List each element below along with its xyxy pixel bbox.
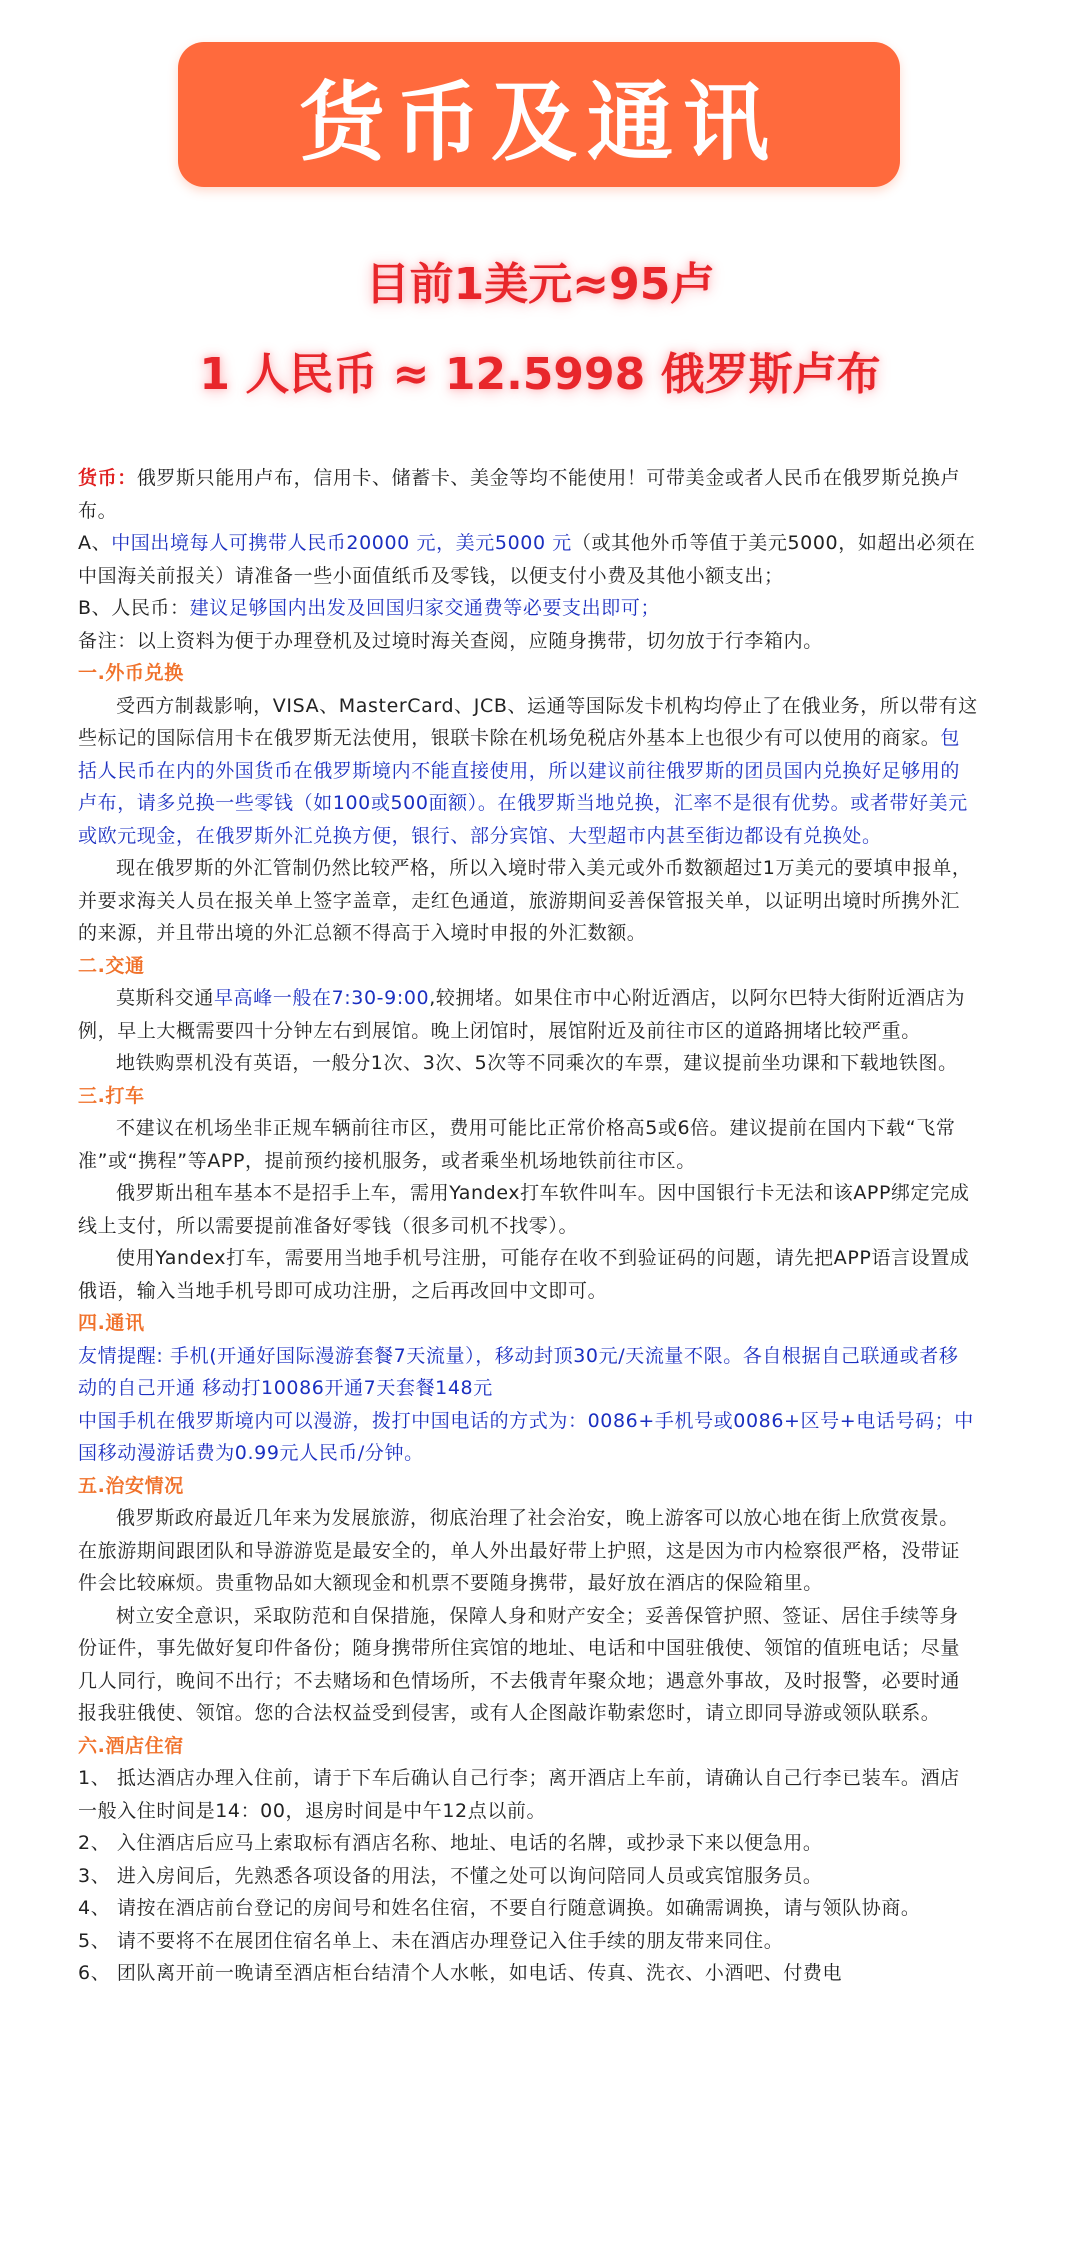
taxi-paragraph-1: 不建议在机场坐非正规车辆前往市区，费用可能比正常价格高5或6倍。建议提前在国内下载“飞常准”或“携程”等APP，提前预约接机服务，或者乘坐机场地铁前往市区。 bbox=[78, 1117, 956, 1172]
article-body bbox=[78, 462, 978, 1990]
communication-paragraph-2: 中国手机在俄罗斯境内可以漫游，拨打中国电话的方式为：0086+手机号或0086+区号+电话号码；中国移动漫游话费为0.99元人民币/分钟。 bbox=[78, 1409, 974, 1464]
transport-paragraph-2: 地铁购票机没有英语，一般分1次、3次、5次等不同乘次的车票，建议提前坐功课和下载地铁图。 bbox=[116, 1052, 958, 1074]
hotel-item-5: 5、 请不要将不在展团住宿名单上、未在酒店办理登记入住手续的朋友带来同住。 bbox=[78, 1929, 784, 1952]
taxi-paragraph-2: 俄罗斯出租车基本不是招手上车，需用Yandex打车软件叫车。因中国银行卡无法和该APP绑定完成线上支付，所以需要提前准备好零钱（很多司机不找零）。 bbox=[78, 1182, 970, 1237]
section-heading-security: 五.治安情况 bbox=[78, 1474, 184, 1497]
section-heading-taxi: 三.打车 bbox=[78, 1084, 145, 1107]
hotel-item-4: 4、 请按在酒店前台登记的房间号和姓名住宿，不要自行随意调换。如确需调换，请与领队协商。 bbox=[78, 1897, 921, 1919]
hotel-item-1: 1、 抵达酒店办理入住前，请于下车后确认自己行李；离开酒店上车前，请确认自己行李已装车。酒店一般入住时间是14：00，退房时间是中午12点以前。 bbox=[78, 1767, 960, 1822]
communication-paragraph-1: 友情提醒: 手机(开通好国际漫游套餐7天流量），移动封顶30元/天流量不限。各自根据自己联通或者移动的自己开通 移动打10086开通7天套餐148元 bbox=[78, 1344, 959, 1399]
section-heading-communication: 四.通讯 bbox=[78, 1312, 145, 1334]
page-title: 货币及通讯 bbox=[299, 72, 779, 173]
hotel-item-3: 3、 进入房间后，先熟悉各项设备的用法，不懂之处可以询问陪同人员或宾馆服务员。 bbox=[78, 1864, 823, 1887]
section-heading-exchange: 一.外币兑换 bbox=[78, 662, 184, 684]
hotel-item-6: 6、 团队离开前一晚请至酒店柜台结清个人水帐，如电话、传真、洗衣、小酒吧、付费电 bbox=[78, 1962, 843, 1984]
currency-item-b: B、人民币：建议足够国内出发及回国归家交通费等必要支出即可； bbox=[78, 597, 661, 619]
exchange-paragraph-2: 现在俄罗斯的外汇管制仍然比较严格，所以入境时带入美元或外币数额超过1万美元的要填申报单，并要求海关人员在报关单上签字盖章，走红色通道，旅游期间妥善保管报关单，以证明出境时所携外汇的来源，并且带出境的外汇总额不得高于入境时申报的外汇数额。 bbox=[78, 857, 972, 944]
section-heading-transport: 二.交通 bbox=[78, 954, 145, 977]
taxi-paragraph-3: 使用Yandex打车，需要用当地手机号注册，可能存在收不到验证码的问题，请先把APP语言设置成俄语，输入当地手机号即可成功注册，之后再改回中文即可。 bbox=[78, 1247, 970, 1302]
security-paragraph-1: 俄罗斯政府最近几年来为发展旅游，彻底治理了社会治安，晚上游客可以放心地在街上欣赏夜景。在旅游期间跟团队和导游游览是最安全的，单人外出最好带上护照，这是因为市内检察很严格，没带证件会比较麻烦。贵重物品如大额现金和机票不要随身携带，最好放在酒店的保险箱里。 bbox=[78, 1507, 961, 1594]
currency-note: 备注：以上资料为便于办理登机及过境时海关查阅，应随身携带，切勿放于行李箱内。 bbox=[78, 629, 823, 652]
title-banner bbox=[178, 42, 900, 187]
exchange-rate-cny: 1 人民币 ≈ 12.5998 俄罗斯卢布 bbox=[199, 349, 881, 400]
transport-paragraph-1: 莫斯科交通早高峰一般在7:30-9:00,较拥堵。如果住市中心附近酒店，以阿尔巴特大街附近酒店为例，早上大概需要四十分钟左右到展馆。晚上闭馆时，展馆附近及前往市区的道路拥堵比较严重。 bbox=[78, 987, 966, 1042]
currency-item-a: A、中国出境每人可携带人民币20000 元，美元5000 元（或其他外币等值于美元5000，如超出必须在中国海关前报关）请准备一些小面值纸币及零钱，以便支付小费及其他小额支出； bbox=[78, 532, 976, 587]
exchange-rate-usd: 目前1美元≈95卢 bbox=[365, 259, 715, 310]
security-paragraph-2: 树立安全意识，采取防范和自保措施，保障人身和财产安全；妥善保管护照、签证、居住手续等身份证件，事先做好复印件备份；随身携带所住宾馆的地址、电话和中国驻俄使、领馆的值班电话；尽量几人同行，晚间不出行；不去赌场和色情场所，不去俄青年聚众地；遇意外事故，及时报警，必要时通报我驻俄使、领馆。您的合法权益受到侵害，或有人企图敲诈勒索您时，请立即同导游或领队联系。 bbox=[78, 1604, 961, 1724]
section-heading-hotel: 六.酒店住宿 bbox=[78, 1734, 184, 1757]
exchange-paragraph-1: 受西方制裁影响，VISA、MasterCard、JCB、运通等国际发卡机构均停止了在俄业务，所以带有这些标记的国际信用卡在俄罗斯无法使用，银联卡除在机场免税店外基本上也很少有可以使用的商家。包括人民币在内的外国货币在俄罗斯境内不能直接使用，所以建议前往俄罗斯的团员国内兑换好足够用的卢布，请多兑换一些零钱（如100或500面额）。在俄罗斯当地兑换，汇率不是很有优势。或者带好美元或欧元现金，在俄罗斯外汇兑换方便，银行、部分宾馆、大型超市内甚至街边都设有兑换处。 bbox=[78, 694, 978, 847]
hotel-item-2: 2、 入住酒店后应马上索取标有酒店名称、地址、电话的名牌，或抄录下来以便急用。 bbox=[78, 1832, 823, 1854]
currency-label: 货币： bbox=[78, 467, 137, 489]
currency-intro: 货币：俄罗斯只能用卢布，信用卡、储蓄卡、美金等均不能使用！可带美金或者人民币在俄罗斯兑换卢布。 bbox=[78, 467, 961, 522]
